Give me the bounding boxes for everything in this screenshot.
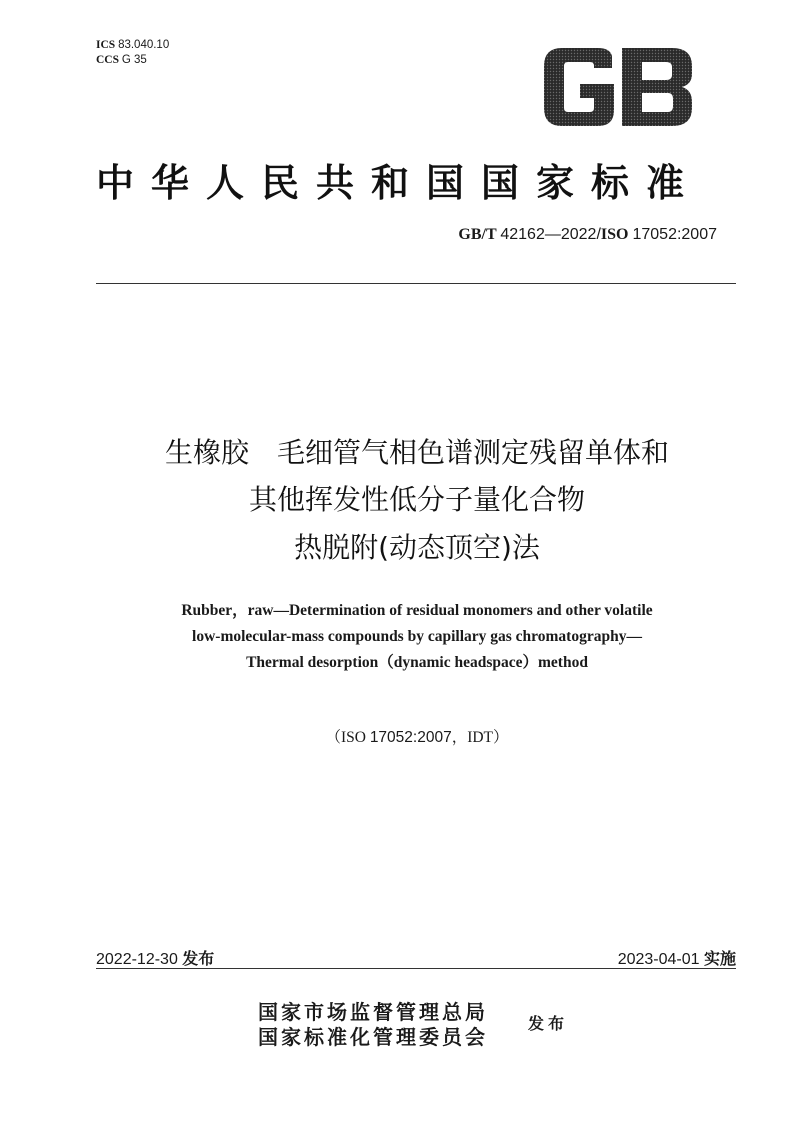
- issuer-sac: 国家标准化管理委员会: [258, 1025, 488, 1049]
- title-zh-line-3: 热脱附(动态顶空)法: [294, 531, 540, 564]
- ccs-code: CCS G 35: [96, 54, 147, 66]
- title-en-line-3: Thermal desorption（dynamic headspace）method: [246, 654, 588, 671]
- standard-number: GB/T 42162—2022/ISO 17052:2007: [458, 226, 717, 243]
- iso-equivalence: （ISO 17052:2007，IDT）: [325, 729, 509, 746]
- implementation-date: 2023-04-01 实施: [617, 949, 736, 968]
- issuer-samr: 国家市场监督管理总局: [258, 1000, 488, 1024]
- issue-date: 2022-12-30 发布: [96, 949, 215, 968]
- title-en-line-1: Rubber，raw—Determination of residual monomers and other volatile: [181, 602, 653, 619]
- gb-logo: [540, 46, 695, 128]
- header-divider: [96, 283, 736, 284]
- title-zh-line-2: 其他挥发性低分子量化合物: [248, 483, 585, 516]
- publish-label: 发布: [528, 1014, 569, 1033]
- ics-code: ICS 83.040.10: [96, 39, 170, 51]
- gb-logo-mark: [544, 48, 692, 126]
- title-zh-line-1: 生橡胶 毛细管气相色谱测定残留单体和: [164, 436, 669, 469]
- footer-divider: [96, 968, 736, 969]
- classification-codes: [96, 38, 169, 68]
- national-standard-title: 中华人民共和国国家标准: [96, 161, 702, 205]
- title-en-line-2: low-molecular-mass compounds by capillary gas chromatography—: [192, 628, 642, 645]
